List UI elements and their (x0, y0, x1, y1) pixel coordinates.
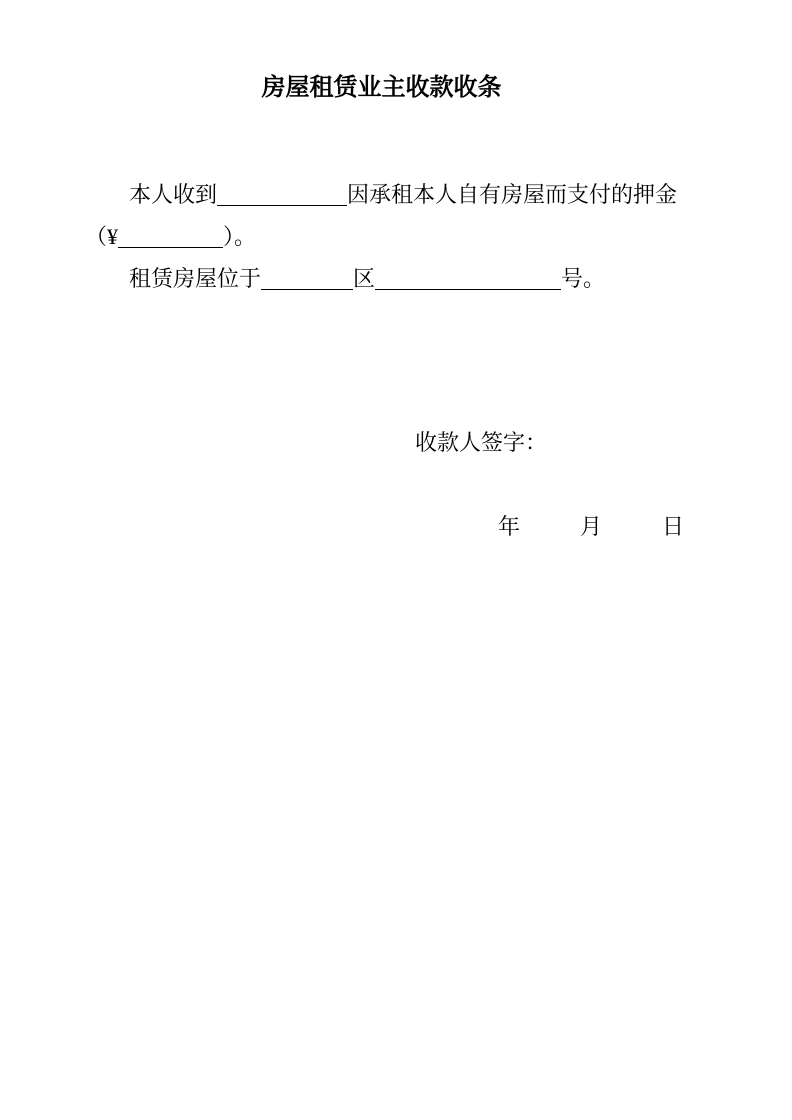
amount-open-paren: （¥ (85, 224, 119, 249)
document-body (85, 174, 685, 300)
deposit-paragraph-line1 (85, 174, 685, 216)
address-paragraph-line (85, 258, 685, 300)
date-month-label: 月 (580, 514, 603, 539)
deposit-line1-suffix: 因承租本人自有房屋而支付的押金 (347, 182, 678, 207)
document-title: 房屋租赁业主收款收条 (261, 75, 502, 101)
district-blank (261, 267, 353, 290)
date-line (498, 515, 684, 539)
address-line-prefix: 租赁房屋位于 (129, 266, 262, 291)
tenant-name-blank (217, 183, 347, 206)
date-day-label: 日 (662, 514, 685, 539)
address-number-blank (375, 267, 561, 290)
deposit-paragraph-line2 (85, 216, 685, 258)
date-year-label: 年 (498, 514, 521, 539)
address-line-suffix: 号。 (561, 266, 606, 291)
address-line-middle: 区 (353, 266, 376, 291)
deposit-line1-prefix: 本人收到 (129, 182, 218, 207)
payee-signature-label: 收款人签字： (415, 430, 548, 455)
deposit-amount-blank (118, 225, 223, 248)
amount-close-paren: ）。 (223, 224, 257, 249)
